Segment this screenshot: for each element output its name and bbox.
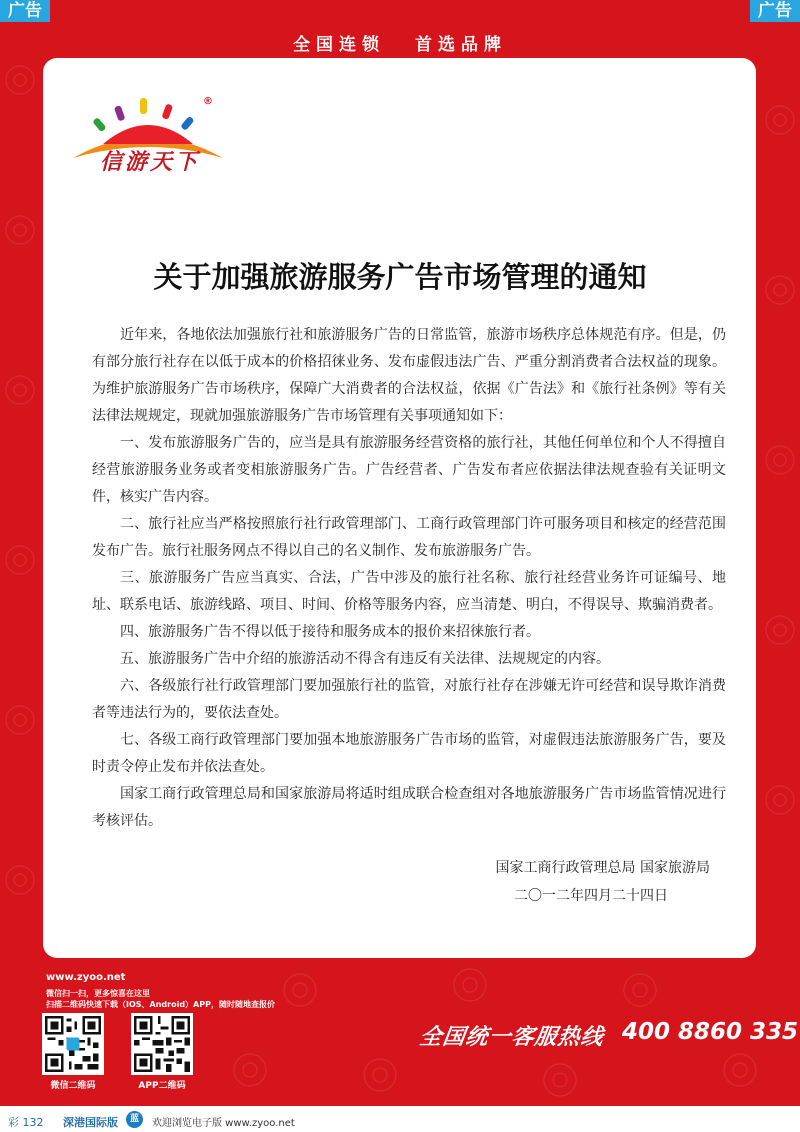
notice-body — [92, 322, 726, 835]
page-title: 关于加强旅游服务广告市场管理的通知 — [153, 260, 647, 294]
paragraph: 七、各级工商行政管理部门要加强本地旅游服务广告市场的监管，对虚假违法旅游服务广告，要及时责令停止发布并依法查处。 — [92, 732, 726, 775]
paragraph: 近年来，各地依法加强旅行社和旅游服务广告的日常监管，旅游市场秩序总体规范有序。但是，仍有部分旅行社存在以低于成本的价格招徕业务、发布虚假违法广告、严重分割消费者合法权益的现象。为维护旅游服务广告市场秩序，保障广大消费者的合法权益，依据《广告法》和《旅行社条例》等有关法律法规规定，现就加强旅游服务广告市场管理有关事项通知如下： — [92, 327, 726, 424]
hotline-number[interactable]: 400 8860 335 — [622, 1019, 799, 1045]
website-link[interactable]: www.zyoo.net — [46, 972, 126, 983]
footer-welcome-link[interactable]: 欢迎浏览电子版 www.zyoo.net — [152, 1118, 295, 1129]
app-download-note: 扫描二维码快速下载（IOS、Android）APP，随时随地查报价 — [46, 1000, 275, 1009]
paragraph: 一、发布旅游服务广告的，应当是具有旅游服务经营资格的旅行社，其他任何单位和个人不得擅自经营旅游服务业务或者变相旅游服务广告。广告经营者、广告发布者应依据法律法规查验有关证明文件，核实广告内容。 — [92, 435, 726, 505]
page-footer — [0, 1106, 800, 1132]
edition-badge: 蓝 — [126, 1111, 143, 1128]
signature-issuer: 国家工商行政管理总局 国家旅游局 — [495, 860, 710, 876]
registered-mark: ® — [203, 96, 213, 107]
header-slogan — [0, 30, 800, 55]
ad-tag-right: 广告 — [750, 0, 800, 22]
paragraph: 国家工商行政管理总局和国家旅游局将适时组成联合检查组对各地旅游服务广告市场监管情况进行考核评估。 — [92, 786, 726, 829]
paragraph: 四、旅游服务广告不得以低于接待和服务成本的报价来招徕旅行者。 — [120, 624, 540, 640]
signature-block — [496, 854, 710, 910]
app-qr-code[interactable] — [131, 1013, 193, 1075]
logo-text: 信游天下 — [100, 149, 201, 175]
app-qr-label: APP二维码 — [138, 1081, 186, 1091]
ad-tag-left: 广告 — [0, 0, 50, 22]
wechat-qr-label: 微信二维码 — [50, 1081, 96, 1091]
edition-label: 深港国际版 — [63, 1116, 118, 1129]
page-number: 彩 132 — [8, 1116, 44, 1129]
wechat-note: 微信扫一扫，更多惊喜在这里 — [46, 989, 150, 998]
slogan-part-1: 全国连锁 — [293, 35, 385, 55]
hotline-slogan: 全国统一客服热线 — [417, 1024, 606, 1050]
slogan-part-2: 首选品牌 — [415, 35, 507, 55]
paragraph: 五、旅游服务广告中介绍的旅游活动不得含有违反有关法律、法规规定的内容。 — [120, 651, 610, 667]
paragraph: 二、旅行社应当严格按照旅行社行政管理部门、工商行政管理部门许可服务项目和核定的经营范围发布广告。旅行社服务网点不得以自己的名义制作、发布旅游服务广告。 — [92, 516, 726, 559]
signature-date: 二〇一二年四月二十四日 — [514, 888, 668, 904]
paragraph: 三、旅游服务广告应当真实、合法，广告中涉及的旅行社名称、旅行社经营业务许可证编号、地址、联系电话、旅游线路、项目、时间、价格等服务内容，应当清楚、明白，不得误导、欺骗消费者。 — [92, 570, 726, 613]
paragraph: 六、各级旅行社行政管理部门要加强旅行社的监管，对旅行社存在涉嫌无许可经营和误导欺诈消费者等违法行为的，要依法查处。 — [92, 678, 726, 721]
wechat-qr-code[interactable] — [42, 1013, 104, 1075]
